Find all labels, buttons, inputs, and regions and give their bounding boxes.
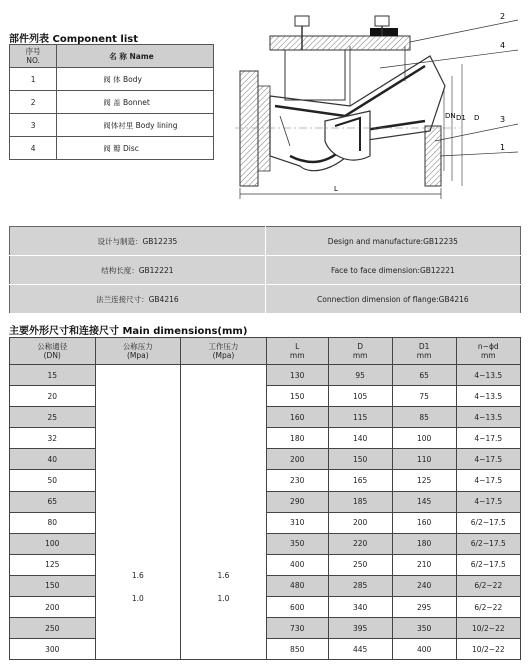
component-name: 阀 体 Body (57, 68, 214, 91)
cell-d: 445 (328, 639, 392, 660)
cell-l: 200 (266, 449, 328, 470)
component-no: 4 (10, 137, 57, 160)
cell-nd: 4−17.5 (456, 428, 520, 449)
cell-d1: 210 (392, 554, 456, 575)
cell-l: 160 (266, 407, 328, 428)
cell-d1: 100 (392, 428, 456, 449)
standards-table (9, 226, 521, 314)
wp-value: 1.6 (217, 571, 230, 581)
bonnet (270, 36, 410, 50)
bonnet-neck (285, 50, 345, 100)
dimensions-table (9, 337, 521, 660)
component-row (10, 68, 214, 91)
cell-d: 115 (328, 407, 392, 428)
component-row (10, 137, 214, 160)
standard-row (10, 227, 521, 256)
bolt-left (295, 16, 309, 26)
cell-pn (95, 365, 181, 660)
component-name: 阀体衬里 Body lining (57, 114, 214, 137)
component-name: 阀 瓣 Disc (57, 137, 214, 160)
cell-l: 400 (266, 554, 328, 575)
standard-en: Design and manufacture:GB12235 (265, 227, 520, 256)
cell-l: 350 (266, 533, 328, 554)
cell-nd: 6/2−17.5 (456, 512, 520, 533)
bolt-right (375, 16, 389, 26)
component-no-header: 序号 NO. (10, 45, 57, 68)
cell-dn: 150 (10, 575, 96, 596)
header-wp: 工作压力 (Mpa) (181, 338, 267, 365)
callout-4: 4 (500, 41, 506, 50)
header-l: L mm (266, 338, 328, 365)
cell-nd: 4−13.5 (456, 407, 520, 428)
valve-section-drawing (230, 6, 530, 206)
cell-d: 220 (328, 533, 392, 554)
cell-dn: 15 (10, 365, 96, 386)
callout-1: 1 (500, 143, 506, 152)
cell-d: 285 (328, 575, 392, 596)
dimensions-title: 主要外形尺寸和连接尺寸 Main dimensions(mm) (9, 326, 248, 337)
cell-d1: 240 (392, 575, 456, 596)
cell-l: 230 (266, 470, 328, 491)
cell-dn: 20 (10, 386, 96, 407)
cell-l: 130 (266, 365, 328, 386)
cell-d1: 65 (392, 365, 456, 386)
cell-d1: 110 (392, 449, 456, 470)
cell-dn: 80 (10, 512, 96, 533)
cell-dn: 100 (10, 533, 96, 554)
cell-dn: 32 (10, 428, 96, 449)
cell-dn: 50 (10, 470, 96, 491)
cell-d1: 295 (392, 597, 456, 618)
component-no: 1 (10, 68, 57, 91)
bonnet-top-cap (370, 28, 398, 36)
cell-l: 310 (266, 512, 328, 533)
pn-value: 1.6 (131, 571, 144, 581)
dimension-row (10, 365, 521, 386)
component-name-header: 名 称 Name (57, 45, 214, 68)
cell-dn: 200 (10, 597, 96, 618)
standard-en: Connection dimension of flange:GB4216 (265, 285, 520, 314)
header-dn: 公称通径 (DN) (10, 338, 96, 365)
cell-wp (181, 365, 267, 660)
cell-d: 165 (328, 470, 392, 491)
cell-l: 150 (266, 386, 328, 407)
cell-l: 290 (266, 491, 328, 512)
cell-nd: 10/2−22 (456, 618, 520, 639)
dimension-dn-label: DN (445, 112, 456, 120)
header-pn: 公称压力 (Mpa) (95, 338, 181, 365)
cell-nd: 6/2−22 (456, 597, 520, 618)
cell-d1: 125 (392, 470, 456, 491)
cell-nd: 4−17.5 (456, 470, 520, 491)
cell-l: 730 (266, 618, 328, 639)
cell-d1: 400 (392, 639, 456, 660)
cell-d1: 160 (392, 512, 456, 533)
cell-d1: 180 (392, 533, 456, 554)
component-list-title: 部件列表 Component list (9, 34, 139, 45)
cell-d: 105 (328, 386, 392, 407)
header-d1: D1 mm (392, 338, 456, 365)
cell-d1: 75 (392, 386, 456, 407)
cell-d1: 145 (392, 491, 456, 512)
cell-nd: 4−13.5 (456, 365, 520, 386)
standard-row (10, 256, 521, 285)
cell-d1: 350 (392, 618, 456, 639)
left-flange (240, 71, 258, 186)
dimensions-table-header (10, 338, 521, 365)
callout-2: 2 (500, 12, 506, 21)
cell-dn: 25 (10, 407, 96, 428)
cell-d: 250 (328, 554, 392, 575)
left-flange-hub (258, 86, 270, 171)
component-no: 2 (10, 91, 57, 114)
cell-dn: 65 (10, 491, 96, 512)
standard-cn: 设计与制造：GB12235 (10, 227, 266, 256)
cell-nd: 4−13.5 (456, 386, 520, 407)
header-d: D mm (328, 338, 392, 365)
component-row (10, 91, 214, 114)
dimension-l-label: L (334, 185, 338, 193)
cell-nd: 10/2−22 (456, 639, 520, 660)
dimension-d-label: D (474, 114, 480, 122)
cell-d: 185 (328, 491, 392, 512)
right-flange (425, 126, 441, 186)
component-name: 阀 盖 Bonnet (57, 91, 214, 114)
pn-value: 1.0 (131, 594, 144, 604)
cell-nd: 4−17.5 (456, 449, 520, 470)
component-table-header (10, 45, 214, 68)
cell-l: 600 (266, 597, 328, 618)
standard-row (10, 285, 521, 314)
cell-l: 480 (266, 575, 328, 596)
disc (325, 111, 370, 160)
cell-dn: 250 (10, 618, 96, 639)
cell-nd: 6/2−17.5 (456, 533, 520, 554)
component-no: 3 (10, 114, 57, 137)
component-table (9, 44, 214, 160)
cell-nd: 6/2−17.5 (456, 554, 520, 575)
cell-dn: 300 (10, 639, 96, 660)
callout-3: 3 (500, 115, 506, 124)
component-row (10, 114, 214, 137)
cell-d1: 85 (392, 407, 456, 428)
header-nd: n−ϕd mm (456, 338, 520, 365)
cell-l: 180 (266, 428, 328, 449)
cell-d: 200 (328, 512, 392, 533)
cell-d: 395 (328, 618, 392, 639)
cell-nd: 4−17.5 (456, 491, 520, 512)
cell-d: 340 (328, 597, 392, 618)
cell-nd: 6/2−22 (456, 575, 520, 596)
cell-d: 140 (328, 428, 392, 449)
standard-cn: 法兰连接尺寸：GB4216 (10, 285, 266, 314)
cell-d: 150 (328, 449, 392, 470)
standard-cn: 结构长度：GB12221 (10, 256, 266, 285)
standard-en: Face to face dimension:GB12221 (265, 256, 520, 285)
wp-value: 1.0 (217, 594, 230, 604)
cell-d: 95 (328, 365, 392, 386)
cell-l: 850 (266, 639, 328, 660)
dimension-d1-label: D1 (456, 114, 466, 122)
cell-dn: 40 (10, 449, 96, 470)
cell-dn: 125 (10, 554, 96, 575)
